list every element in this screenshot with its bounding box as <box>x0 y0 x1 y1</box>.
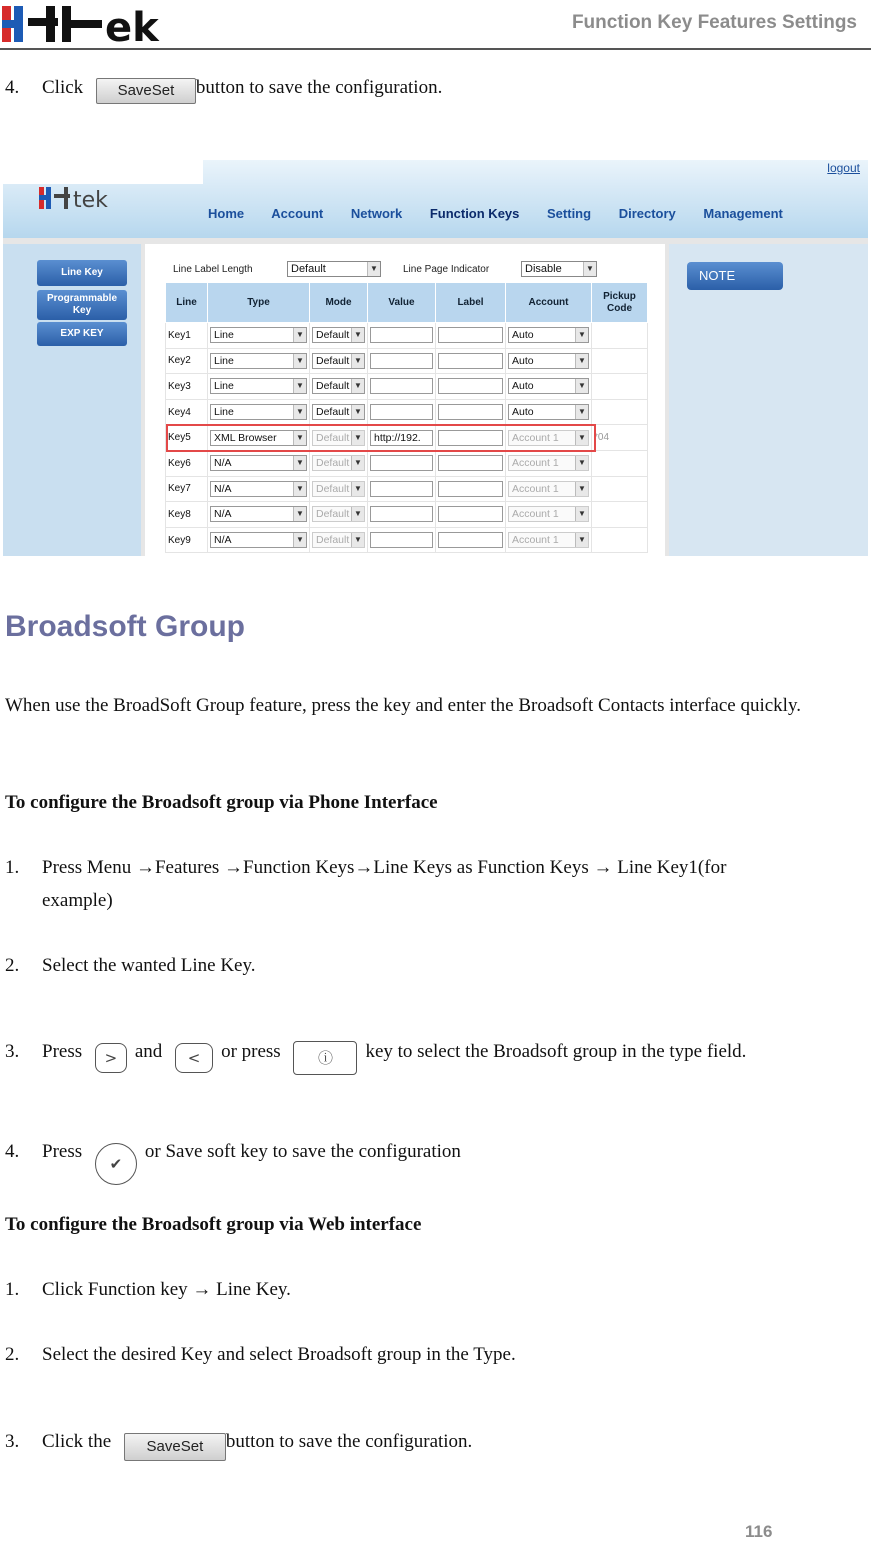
web-main-panel <box>145 244 665 556</box>
pickup-code-value: *04 <box>594 432 610 444</box>
value-input[interactable] <box>370 327 433 343</box>
pickup-cell <box>592 527 648 553</box>
step-text-tail: or Save soft key to save the configuration <box>144 1141 461 1162</box>
sidebar-exp-key[interactable]: EXP KEY <box>37 322 127 346</box>
chevron-down-icon: ▼ <box>575 456 588 470</box>
account-select[interactable] <box>508 455 589 471</box>
value-cell <box>368 450 436 476</box>
mode-select[interactable] <box>312 481 365 497</box>
step-text: Press <box>42 1141 83 1162</box>
mode-select[interactable] <box>312 404 365 420</box>
account-cell <box>506 374 592 400</box>
step-text-tail: key to select the Broadsoft group in the type field. <box>365 1041 747 1062</box>
account-cell <box>506 450 592 476</box>
step-number: 2. <box>5 955 20 976</box>
chevron-down-icon: ▼ <box>575 379 588 393</box>
key-cell: Key9 <box>166 527 208 553</box>
chevron-down-icon: ▼ <box>351 354 364 368</box>
mode-select[interactable] <box>312 532 365 548</box>
step-text: Click <box>42 77 84 98</box>
account-value: Auto <box>512 329 534 342</box>
type-select[interactable] <box>210 455 307 471</box>
chevron-down-icon: ▼ <box>367 262 380 276</box>
step-number: 1. <box>5 1279 20 1300</box>
mode-cell <box>310 323 368 349</box>
page-number: 116 <box>745 1522 773 1541</box>
value-input[interactable] <box>370 378 433 394</box>
mode-value: Default <box>316 329 350 342</box>
type-cell <box>208 399 310 425</box>
step-text: Press Menu →Features →Function Keys→Line Keys as Function Keys → Line Key1(for <box>42 857 727 878</box>
step-text-suffix: button to save the configuration. <box>225 1431 473 1452</box>
col-type: Type <box>208 283 310 323</box>
account-cell <box>506 527 592 553</box>
ok-key-icon: ✔ <box>95 1143 137 1185</box>
mode-cell <box>310 527 368 553</box>
step-text: Select the wanted Line Key. <box>42 955 256 976</box>
chevron-down-icon: ▼ <box>575 354 588 368</box>
chevron-down-icon: ▼ <box>293 456 306 470</box>
web-sidebar <box>3 244 141 556</box>
type-cell <box>208 502 310 528</box>
chevron-down-icon: ▼ <box>351 431 364 445</box>
label-input[interactable] <box>438 327 503 343</box>
account-cell <box>506 348 592 374</box>
account-value: Account 1 <box>512 508 559 521</box>
pickup-cell <box>592 502 648 528</box>
step-text: Select the desired Key and select Broadsoft group in the Type. <box>42 1344 516 1365</box>
key-cell: Key6 <box>166 450 208 476</box>
account-select[interactable] <box>508 378 589 394</box>
chevron-down-icon: ▼ <box>293 482 306 496</box>
value-cell <box>368 348 436 374</box>
account-select[interactable] <box>508 353 589 369</box>
pickup-cell <box>592 323 648 349</box>
col-pickup-code: Pickup Code <box>592 283 648 323</box>
step-text: Click the <box>42 1431 112 1452</box>
type-select[interactable] <box>210 506 307 522</box>
value-cell <box>368 476 436 502</box>
account-cell <box>506 399 592 425</box>
type-cell <box>208 476 310 502</box>
chevron-down-icon: ▼ <box>575 533 588 547</box>
label-cell <box>436 527 506 553</box>
value-input[interactable] <box>370 481 433 497</box>
type-cell <box>208 323 310 349</box>
left-key-icon: < <box>175 1043 213 1073</box>
account-value: Auto <box>512 380 534 393</box>
svg-text:tek: tek <box>73 188 108 210</box>
step-number: 4. <box>5 77 20 98</box>
info-key-icon: ⓘ <box>293 1041 357 1075</box>
mode-value: Default <box>316 380 350 393</box>
pickup-cell <box>592 374 648 400</box>
chevron-down-icon: ▼ <box>293 405 306 419</box>
mode-value: Default <box>316 406 350 419</box>
function-keys-table <box>165 282 648 553</box>
table-row <box>166 450 648 476</box>
web-heading: To configure the Broadsoft group via Web interface <box>5 1214 422 1235</box>
account-value: Account 1 <box>512 482 559 495</box>
account-cell <box>506 476 592 502</box>
line-page-indicator-label: Line Page Indicator <box>403 264 490 275</box>
label-input[interactable] <box>438 532 503 548</box>
table-row <box>166 374 648 400</box>
value-cell <box>368 502 436 528</box>
label-input[interactable] <box>438 506 503 522</box>
saveset-button-image: SaveSet <box>96 78 196 104</box>
section-title: Broadsoft Group <box>5 610 245 643</box>
phone-step-4 <box>5 1140 461 1185</box>
col-account: Account <box>506 283 592 323</box>
mode-cell <box>310 502 368 528</box>
type-cell <box>208 527 310 553</box>
header-divider <box>0 48 871 50</box>
value-input[interactable] <box>370 353 433 369</box>
value-input[interactable] <box>370 404 433 420</box>
account-select[interactable] <box>508 404 589 420</box>
type-value: N/A <box>214 508 232 521</box>
table-row <box>166 323 648 349</box>
step-text: Click Function key → Line Key. <box>42 1279 291 1300</box>
key-cell: Key3 <box>166 374 208 400</box>
mode-select[interactable] <box>312 327 365 343</box>
label-cell <box>436 323 506 349</box>
mode-value: Default <box>316 431 350 444</box>
type-value: N/A <box>214 457 232 470</box>
mode-cell <box>310 374 368 400</box>
type-select[interactable] <box>210 353 307 369</box>
label-input[interactable] <box>438 353 503 369</box>
label-cell <box>436 348 506 374</box>
chevron-down-icon: ▼ <box>293 507 306 521</box>
label-input[interactable] <box>438 378 503 394</box>
chevron-down-icon: ▼ <box>293 354 306 368</box>
line-page-indicator-value: Disable <box>525 263 562 275</box>
nav-network[interactable]: Network <box>350 206 403 221</box>
chevron-down-icon: ▼ <box>351 482 364 496</box>
type-select[interactable] <box>210 378 307 394</box>
table-row <box>166 527 648 553</box>
key-cell: Key5 <box>166 425 208 451</box>
mode-select[interactable] <box>312 353 365 369</box>
step-text: Press <box>42 1041 83 1062</box>
mode-select[interactable] <box>312 378 365 394</box>
web-topbar <box>3 160 868 238</box>
pickup-cell <box>592 425 648 451</box>
mode-select[interactable] <box>312 506 365 522</box>
phone-heading: To configure the Broadsoft group via Phone Interface <box>5 792 438 813</box>
label-input[interactable] <box>438 481 503 497</box>
key-cell: Key1 <box>166 323 208 349</box>
col-line: Line <box>166 283 208 323</box>
chevron-down-icon: ▼ <box>351 328 364 342</box>
chevron-down-icon: ▼ <box>575 328 588 342</box>
value-input[interactable] <box>370 455 433 471</box>
nav-management[interactable]: Management <box>703 206 783 221</box>
line-page-indicator-select[interactable] <box>521 261 597 277</box>
value-input[interactable] <box>370 506 433 522</box>
type-value: Line <box>214 354 234 367</box>
value-cell <box>368 399 436 425</box>
col-mode: Mode <box>310 283 368 323</box>
chevron-down-icon: ▼ <box>293 431 306 445</box>
nav-directory[interactable]: Directory <box>618 206 676 221</box>
chevron-down-icon: ▼ <box>351 405 364 419</box>
chevron-down-icon: ▼ <box>293 379 306 393</box>
value-input[interactable] <box>370 532 433 548</box>
type-select[interactable] <box>210 532 307 548</box>
type-value: Line <box>214 329 234 342</box>
chevron-down-icon: ▼ <box>293 328 306 342</box>
type-select[interactable] <box>210 327 307 343</box>
page-header-title: Function Key Features Settings <box>571 12 857 33</box>
type-value: Line <box>214 406 234 419</box>
nav-account[interactable]: Account <box>271 206 324 221</box>
account-value: Account 1 <box>512 457 559 470</box>
step-number: 2. <box>5 1344 20 1365</box>
table-row <box>166 399 648 425</box>
label-input[interactable] <box>438 404 503 420</box>
label-cell <box>436 476 506 502</box>
key-cell: Key4 <box>166 399 208 425</box>
topbar-white-tab <box>3 160 203 184</box>
chevron-down-icon: ▼ <box>293 533 306 547</box>
sidebar-programmable-key[interactable]: Programmable Key <box>37 290 127 320</box>
account-select[interactable] <box>508 481 589 497</box>
type-value: Line <box>214 380 234 393</box>
account-value: Auto <box>512 354 534 367</box>
chevron-down-icon: ▼ <box>575 431 588 445</box>
phone-step-2 <box>5 954 256 978</box>
type-value: N/A <box>214 482 232 495</box>
col-value: Value <box>368 283 436 323</box>
value-cell <box>368 527 436 553</box>
web-nav <box>208 206 807 221</box>
type-cell <box>208 348 310 374</box>
chevron-down-icon: ▼ <box>351 533 364 547</box>
mode-cell <box>310 348 368 374</box>
pickup-cell <box>592 476 648 502</box>
step-text-orpress: or press <box>221 1041 281 1062</box>
chevron-down-icon: ▼ <box>351 456 364 470</box>
table-row <box>166 502 648 528</box>
type-cell <box>208 450 310 476</box>
chevron-down-icon: ▼ <box>575 405 588 419</box>
note-panel <box>669 244 868 556</box>
step-text-suffix: button to save the configuration. <box>195 77 443 98</box>
col-label: Label <box>436 283 506 323</box>
svg-text:ek: ek <box>105 5 159 44</box>
value-cell <box>368 323 436 349</box>
mode-value: Default <box>316 354 350 367</box>
account-value: Account 1 <box>512 431 559 444</box>
line-label-length-select[interactable] <box>287 261 381 277</box>
mode-cell <box>310 450 368 476</box>
web-step-1 <box>5 1278 291 1302</box>
step-save-top <box>5 76 442 104</box>
intro-paragraph: When use the BroadSoft Group feature, press the key and enter the Broadsoft Contacts interface quickly. <box>5 695 801 716</box>
account-cell <box>506 502 592 528</box>
mode-select[interactable] <box>312 455 365 471</box>
key-cell: Key7 <box>166 476 208 502</box>
chevron-down-icon: ▼ <box>575 507 588 521</box>
right-key-icon: > <box>95 1043 127 1073</box>
web-ui-screenshot <box>3 160 868 556</box>
step-number: 3. <box>5 1041 20 1062</box>
pickup-cell <box>592 348 648 374</box>
saveset-button-image: SaveSet <box>124 1433 226 1461</box>
account-select[interactable] <box>508 327 589 343</box>
label-cell <box>436 502 506 528</box>
step-number: 3. <box>5 1431 20 1452</box>
mode-value: Default <box>316 508 350 521</box>
table-row <box>166 348 648 374</box>
key-cell: Key2 <box>166 348 208 374</box>
type-select[interactable] <box>210 481 307 497</box>
chevron-down-icon: ▼ <box>575 482 588 496</box>
chevron-down-icon: ▼ <box>583 262 596 276</box>
mode-value: Default <box>316 457 350 470</box>
account-cell <box>506 323 592 349</box>
chevron-down-icon: ▼ <box>351 379 364 393</box>
highlight-box <box>166 424 596 452</box>
pickup-cell <box>592 399 648 425</box>
step-number: 4. <box>5 1141 20 1162</box>
account-select[interactable] <box>508 532 589 548</box>
mode-cell <box>310 476 368 502</box>
type-value: N/A <box>214 534 232 547</box>
nav-home[interactable]: Home <box>208 206 245 221</box>
account-value: Account 1 <box>512 534 559 547</box>
web-htek-logo <box>39 186 143 210</box>
web-step-3 <box>5 1430 472 1461</box>
step-text-and: and <box>134 1041 163 1062</box>
line-label-length-value: Default <box>291 263 326 275</box>
phone-step-1 <box>5 856 726 880</box>
mode-cell <box>310 399 368 425</box>
phone-step-1-cont: example) <box>42 890 113 911</box>
value-cell <box>368 374 436 400</box>
step-number: 1. <box>5 857 20 878</box>
nav-function-keys[interactable]: Function Keys <box>429 206 520 221</box>
sidebar-line-key[interactable]: Line Key <box>37 260 127 286</box>
type-cell <box>208 374 310 400</box>
account-value: Auto <box>512 406 534 419</box>
line-label-length-label: Line Label Length <box>173 264 253 275</box>
web-step-2 <box>5 1343 516 1367</box>
type-select[interactable] <box>210 404 307 420</box>
label-cell <box>436 374 506 400</box>
logout-link[interactable]: logout <box>827 161 860 175</box>
pickup-cell <box>592 450 648 476</box>
label-cell <box>436 450 506 476</box>
mode-value: Default <box>316 534 350 547</box>
label-input[interactable] <box>438 455 503 471</box>
table-row <box>166 476 648 502</box>
value-input[interactable]: http://192. <box>370 430 433 446</box>
mode-value: Default <box>316 482 350 495</box>
nav-setting[interactable]: Setting <box>547 206 592 221</box>
account-select[interactable] <box>508 506 589 522</box>
type-value: XML Browser <box>214 431 277 444</box>
key-cell: Key8 <box>166 502 208 528</box>
phone-step-3 <box>5 1040 746 1075</box>
label-cell <box>436 399 506 425</box>
note-tab: NOTE <box>687 262 783 290</box>
htek-logo <box>2 4 192 44</box>
chevron-down-icon: ▼ <box>351 507 364 521</box>
